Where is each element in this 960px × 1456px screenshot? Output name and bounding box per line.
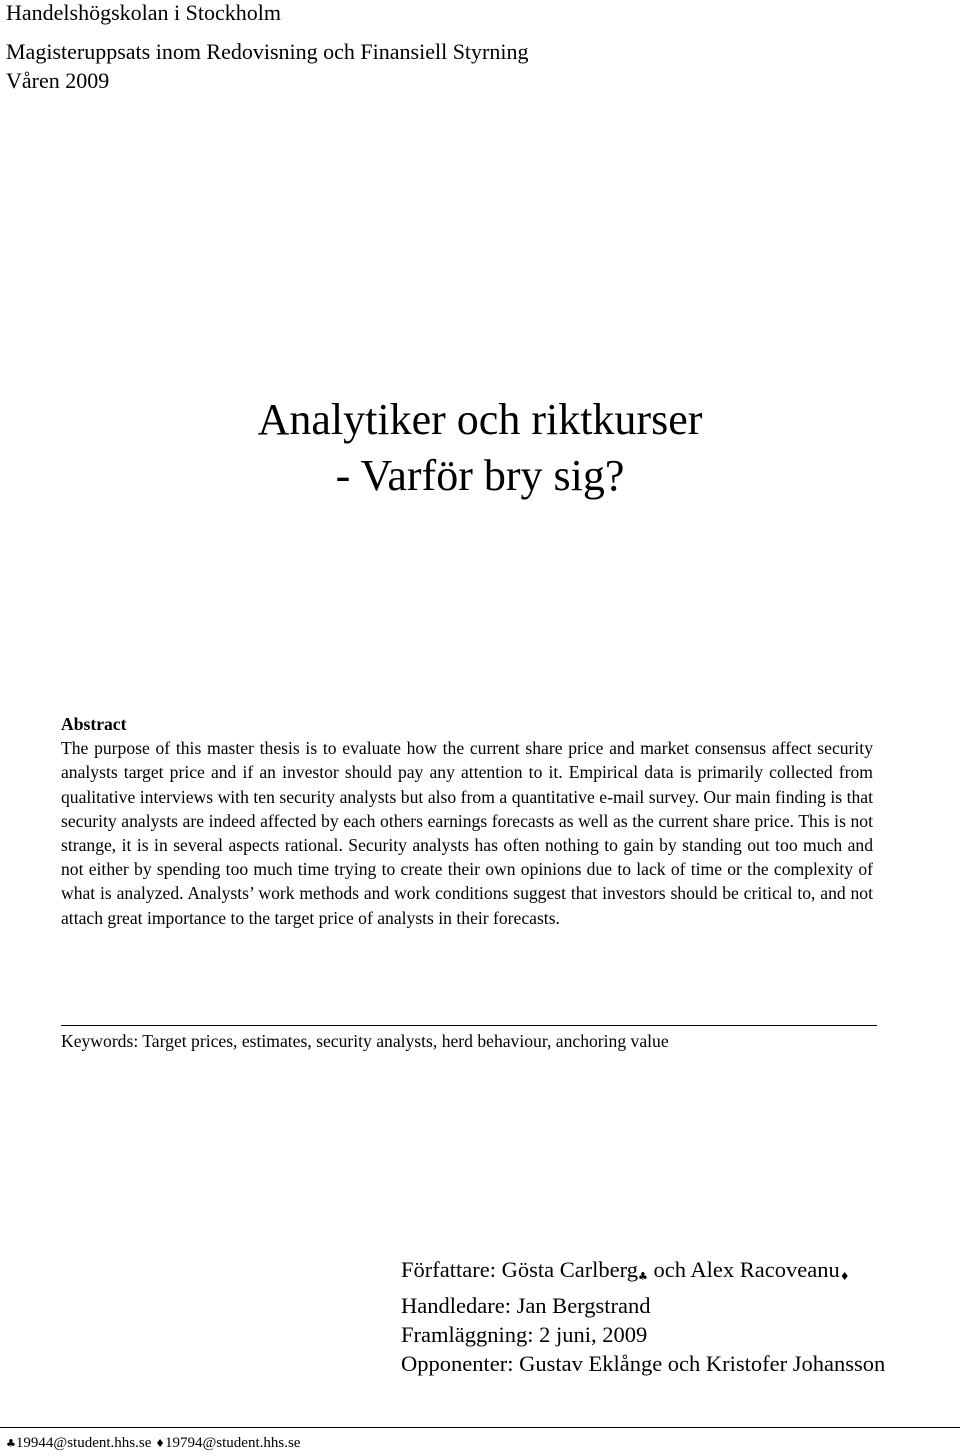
abstract-heading: Abstract xyxy=(61,714,127,734)
abstract-section xyxy=(61,712,873,930)
diamond-icon: ♦ xyxy=(839,1270,850,1283)
opponents-line: Opponenter: Gustav Eklånge och Kristofer Johansson xyxy=(401,1351,886,1376)
thesis-title xyxy=(0,392,960,504)
authors-line xyxy=(401,1255,885,1291)
supervisor-line: Handledare: Jan Bergstrand xyxy=(401,1293,651,1318)
authors-middle: och Alex Racoveanu xyxy=(647,1257,840,1282)
abstract-body: The purpose of this master thesis is to evaluate how the current share price and market consensus affect security analysts target price and if an investor should pay any attention to it. Empirical data is primarily collected from qualitative interviews with ten security analysts but also from a quantitative e-mail survey. Our main finding is that security analysts are indeed affected by each others earnings forecasts as well as the current share price. This is not strange, it is in several aspects rational. Security analysts has often nothing to gain by standing out too much and not either by spending too much time trying to create their own opinions due to lack of time or the complexity of what is analyzed. Analysts’ work methods and work conditions suggest that investors should be critical to, and not attach great importance to the target price of analysts in their forecasts. xyxy=(61,738,873,928)
keywords-divider xyxy=(61,1025,877,1026)
school-name: Handelshögskolan i Stockholm xyxy=(6,0,281,25)
club-icon: ♣ xyxy=(638,1270,648,1283)
club-icon: ♣ xyxy=(6,1437,16,1450)
credits-block xyxy=(401,1255,885,1378)
keywords: Keywords: Target prices, estimates, security analysts, herd behaviour, anchoring value xyxy=(61,1031,669,1051)
footnotes xyxy=(6,1434,300,1453)
diamond-icon: ♦ xyxy=(155,1437,165,1450)
footnote-divider xyxy=(0,1427,960,1428)
term: Våren 2009 xyxy=(6,68,110,93)
footnote-email-1: 19944@student.hhs.se xyxy=(15,1435,152,1451)
title-line-2: - Varför bry sig? xyxy=(335,451,625,500)
title-line-1: Analytiker och riktkurser xyxy=(257,395,703,444)
authors-prefix: Författare: Gösta Carlberg xyxy=(401,1257,639,1282)
presentation-line: Framläggning: 2 juni, 2009 xyxy=(401,1322,648,1347)
program-name: Magisteruppsats inom Redovisning och Finansiell Styrning xyxy=(6,39,529,64)
footnote-email-2: 19794@student.hhs.se xyxy=(164,1435,301,1451)
